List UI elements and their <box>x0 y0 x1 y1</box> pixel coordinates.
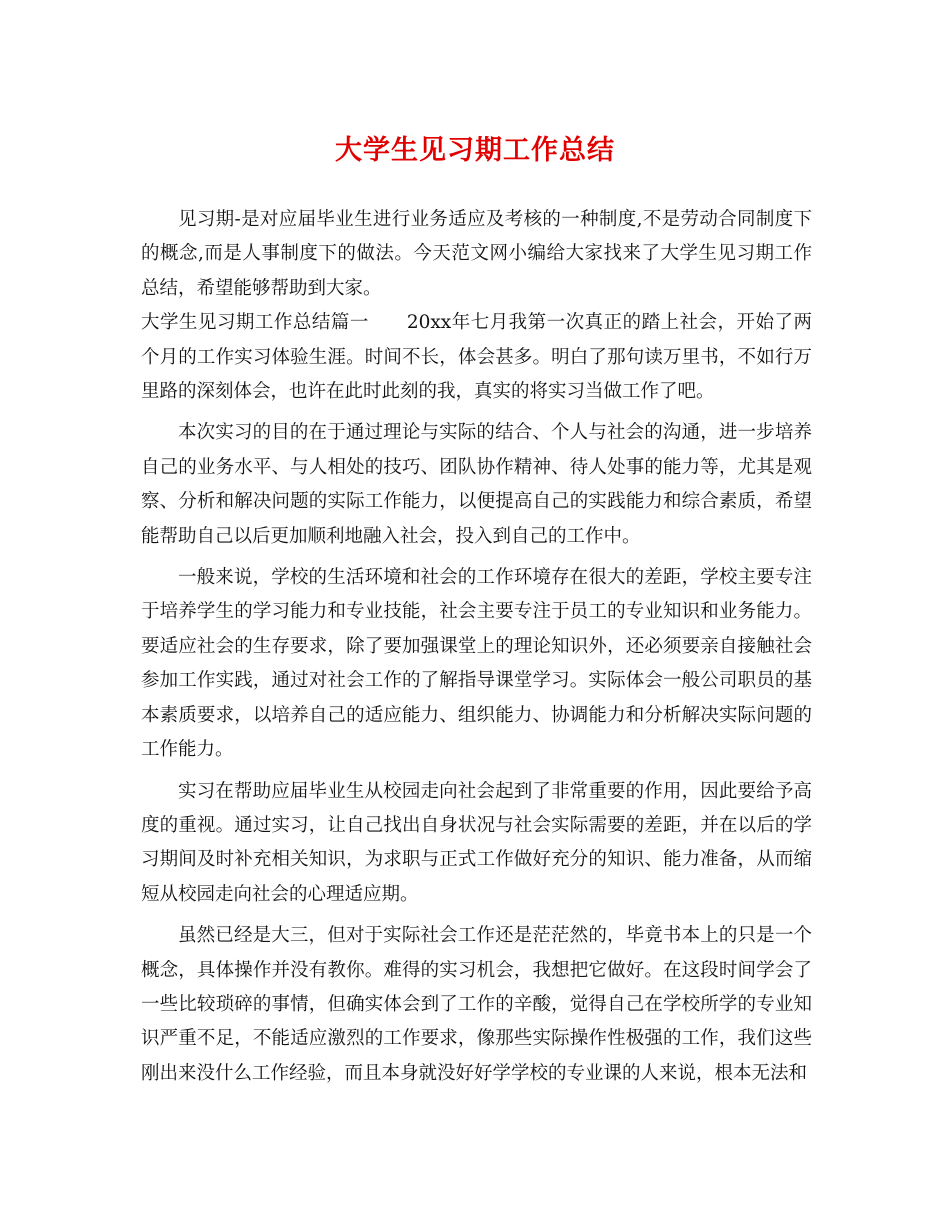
paragraph-reflection: 虽然已经是大三，但对于实际社会工作还是茫茫然的，毕竟书本上的只是一个概念，具体操作并没有教你。难得的实习机会，我想把它做好。在这段时间学会了一些比较琐碎的事情，但确实体会到了工作的辛酸，觉得自己在学校所学的专业知识严重不足，不能适应激烈的工作要求，像那些实际操作性极强的工作，我们这些刚出来没什么工作经验，而且本身就没好好学学校的专业课的人来说，根本无法和 <box>141 925 812 1084</box>
paragraph-intro: 见习期-是对应届毕业生进行业务适应及考核的一种制度,不是劳动合同制度下的概念,而是人事制度下的做法。今天范文网小编给大家找来了大学生见习期工作总结，希望能够帮助到大家。 <box>141 209 812 299</box>
paragraph-importance: 实习在帮助应届毕业生从校园走向社会起到了非常重要的作用，因此要给予高度的重视。通过实习，让自己找出自身状况与社会实际需要的差距，并在以后的学习期间及时补充相关知识，为求职与正式工作做好充分的知识、能力准备，从而缩短从校园走向社会的心理适应期。 <box>141 780 812 905</box>
paragraph-purpose: 本次实习的目的在于通过理论与实际的结合、个人与社会的沟通，进一步培养自己的业务水平、与人相处的技巧、团队协作精神、待人处事的能力等，尤其是观察、分析和解决问题的实际工作能力，以便提高自己的实践能力和综合素质，希望能帮助自己以后更加顺利地融入社会，投入到自己的工作中。 <box>141 422 812 547</box>
paragraph-section-one: 大学生见习期工作总结篇一 20xx年七月我第一次真正的踏上社会，开始了两个月的工作实习体验生涯。时间不长，体会甚多。明白了那句读万里书，不如行万里路的深刻体会，也许在此时此刻的我，真实的将实习当做工作了吧。 <box>141 312 812 403</box>
document-body <box>141 203 812 1091</box>
document-title: 大学生见习期工作总结 <box>335 135 615 166</box>
paragraph-school-vs-society: 一般来说，学校的生活环境和社会的工作环境存在很大的差距，学校主要专注于培养学生的学习能力和专业技能，社会主要专注于员工的专业知识和业务能力。要适应社会的生存要求，除了要加强课堂上的理论知识外，还必须要亲自接触社会参加工作实践，通过对社会工作的了解指导课堂学习。实际体会一般公司职员的基本素质要求，以培养自己的适应能力、组织能力、协调能力和分析解决实际问题的工作能力。 <box>141 567 812 761</box>
